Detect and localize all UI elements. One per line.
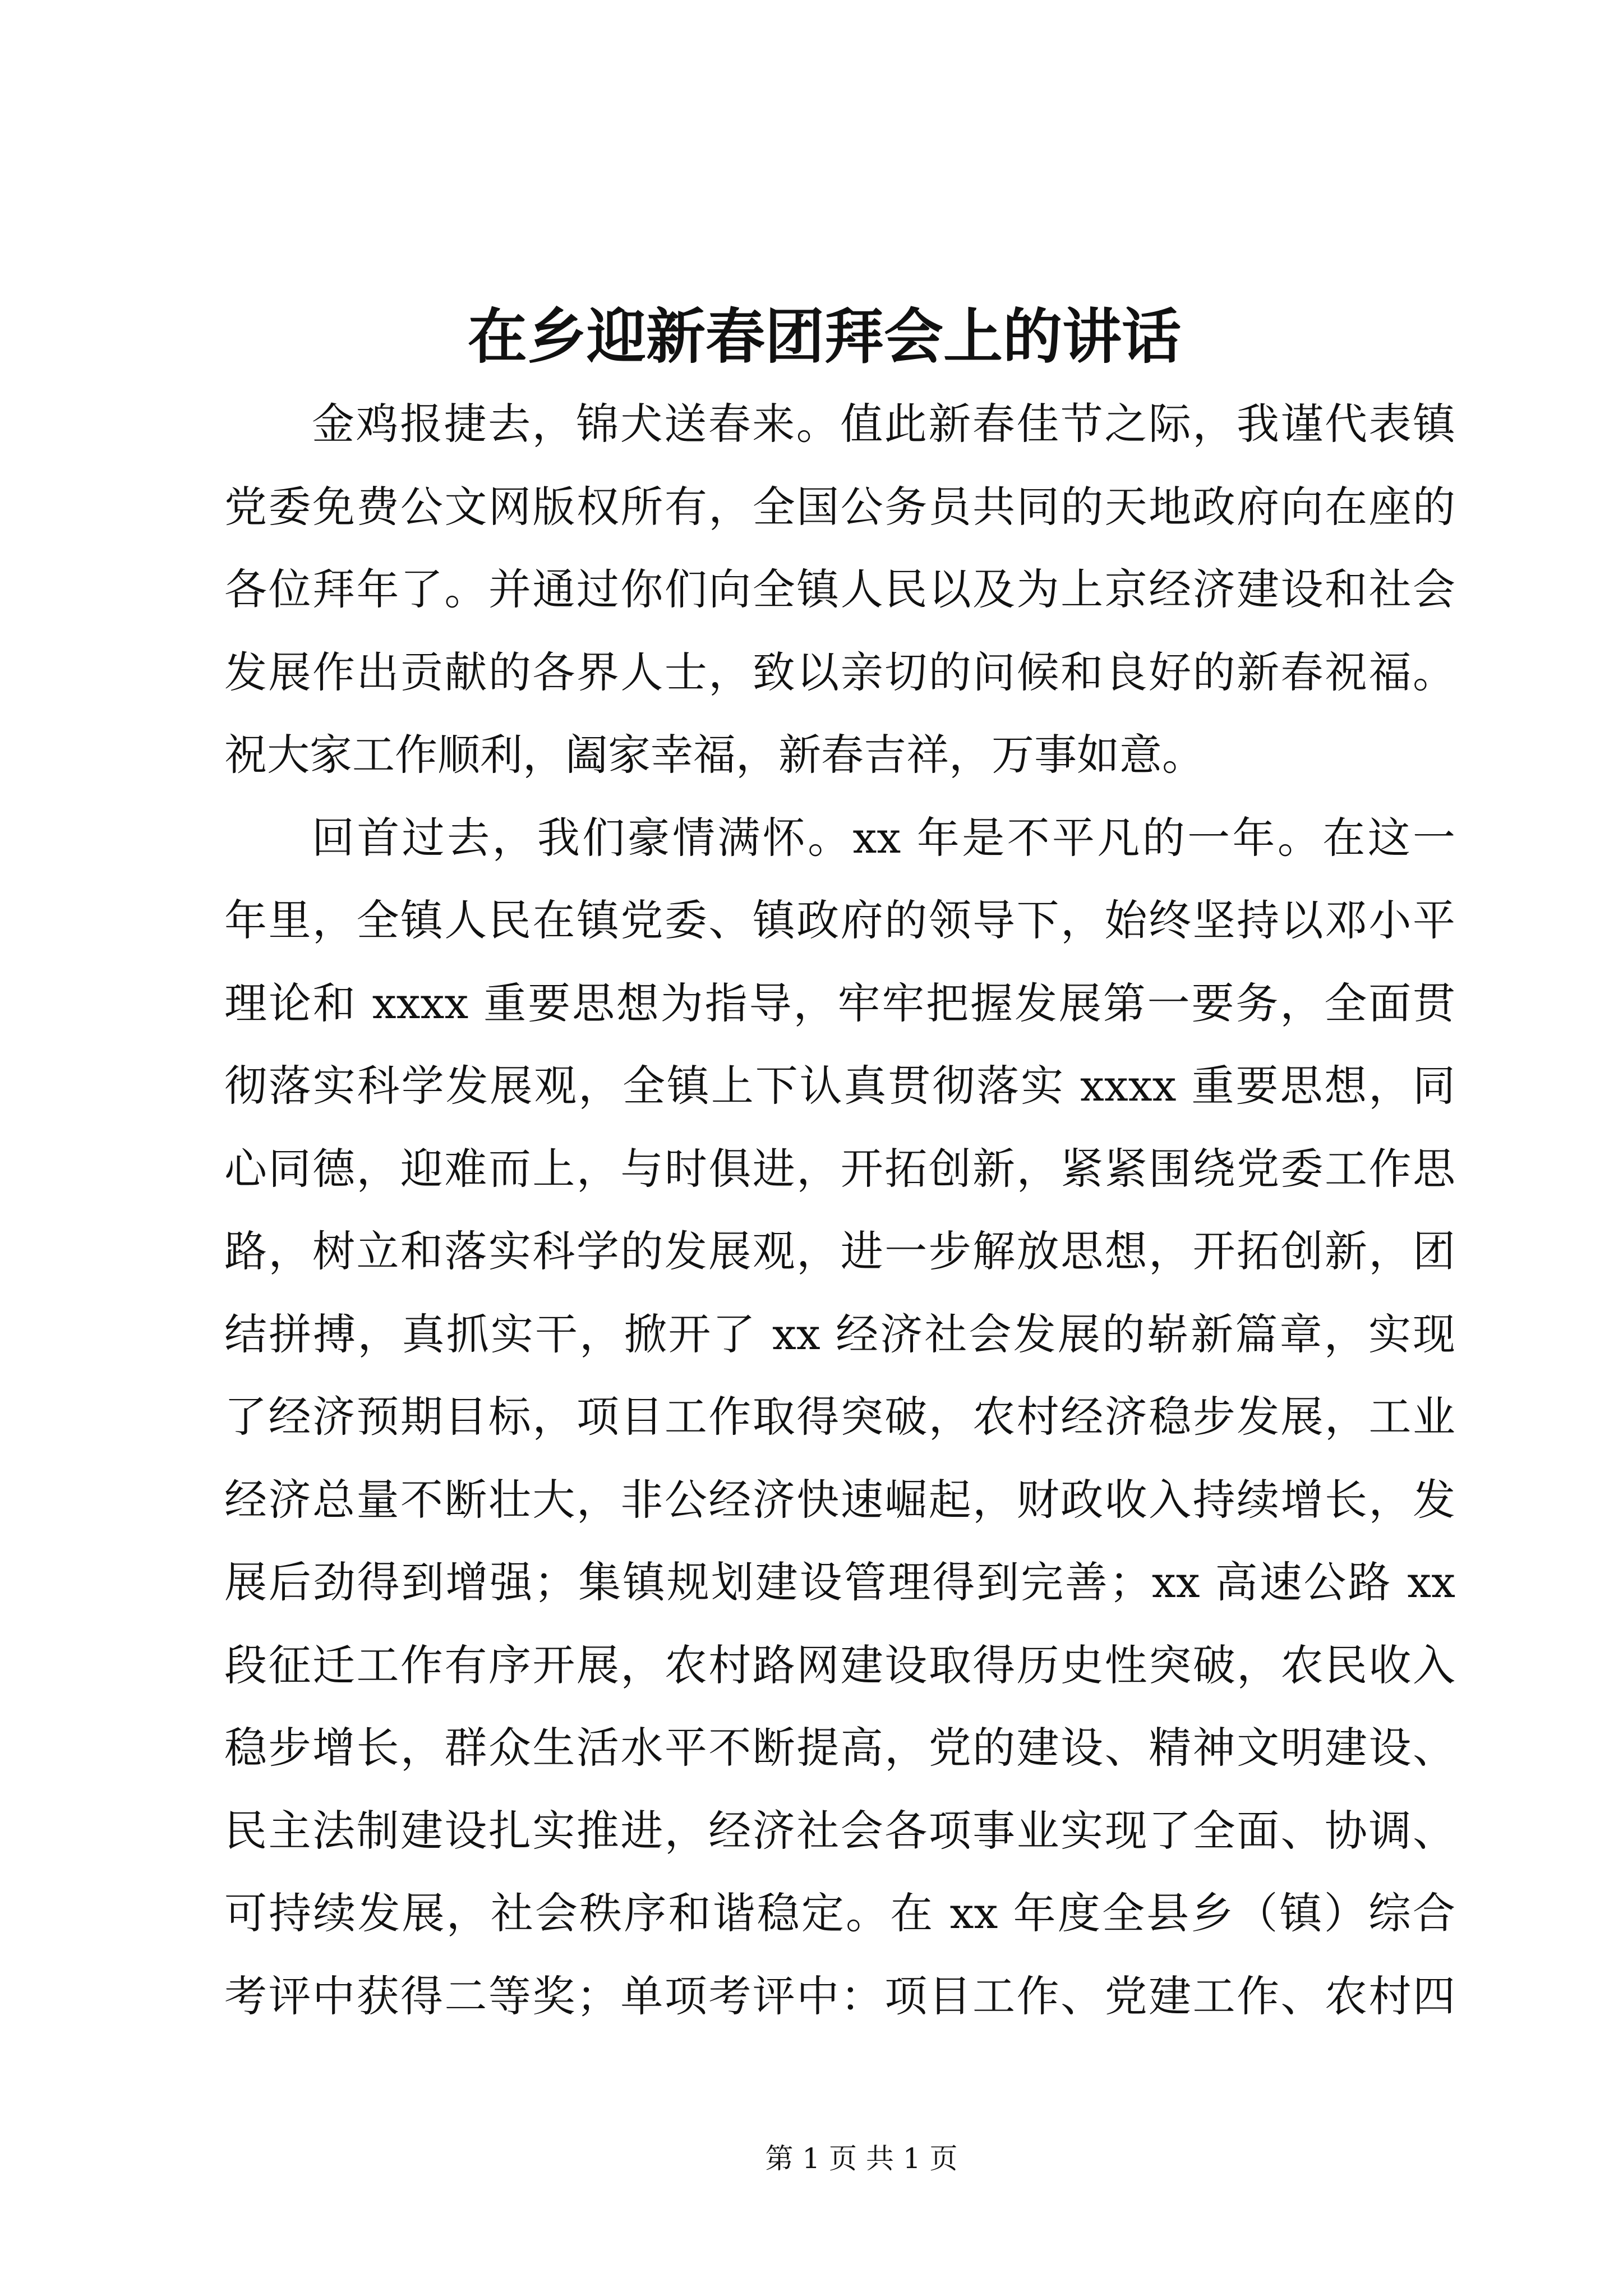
body-line: 发展作出贡献的各界人士，致以亲切的问候和良好的新春祝福。 bbox=[224, 647, 1455, 697]
body-line: 心同德，迎难而上，与时俱进，开拓创新，紧紧围绕党委工作思 bbox=[224, 1143, 1455, 1194]
body-line: 回首过去，我们豪情满怀。xx 年是不平凡的一年。在这一 bbox=[312, 812, 1455, 863]
document-title: 在乡迎新春团拜会上的讲话 bbox=[468, 301, 1181, 371]
body-line: 可持续发展，社会秩序和谐稳定。在 xx 年度全县乡（镇）综合 bbox=[224, 1888, 1455, 1938]
body-line: 展后劲得到增强；集镇规划建设管理得到完善；xx 高速公路 xx bbox=[224, 1557, 1455, 1607]
body-line: 各位拜年了。并通过你们向全镇人民以及为上京经济建设和社会 bbox=[224, 564, 1455, 614]
page-number-footer: 第 1 页 共 1 页 bbox=[765, 2142, 958, 2175]
body-line: 路，树立和落实科学的发展观，进一步解放思想，开拓创新，团 bbox=[224, 1226, 1455, 1276]
paragraph-2 bbox=[224, 797, 1455, 2038]
body-line: 民主法制建设扎实推进，经济社会各项事业实现了全面、协调、 bbox=[224, 1805, 1455, 1856]
paragraph-1 bbox=[224, 383, 1455, 797]
body-line: 年里，全镇人民在镇党委、镇政府的领导下，始终坚持以邓小平 bbox=[224, 895, 1455, 945]
body-line: 考评中获得二等奖；单项考评中：项目工作、党建工作、农村四 bbox=[224, 1971, 1455, 2021]
body-line: 段征迁工作有序开展，农村路网建设取得历史性突破，农民收入 bbox=[224, 1640, 1455, 1690]
body-line: 结拼搏，真抓实干，掀开了 xx 经济社会发展的崭新篇章，实现 bbox=[224, 1309, 1455, 1359]
body-line: 理论和 xxxx 重要思想为指导，牢牢把握发展第一要务，全面贯 bbox=[224, 978, 1455, 1028]
body-line: 经济总量不断壮大，非公经济快速崛起，财政收入持续增长，发 bbox=[224, 1474, 1455, 1525]
body-line: 稳步增长，群众生活水平不断提高，党的建设、精神文明建设、 bbox=[224, 1723, 1455, 1773]
body-line: 金鸡报捷去，锦犬送春来。值此新春佳节之际，我谨代表镇 bbox=[312, 399, 1455, 449]
document-body bbox=[224, 383, 1455, 2037]
body-line: 祝大家工作顺利，阖家幸福，新春吉祥，万事如意。 bbox=[224, 730, 1205, 780]
body-line: 了经济预期目标，项目工作取得突破，农村经济稳步发展，工业 bbox=[224, 1392, 1455, 1442]
body-line: 党委免费公文网版权所有，全国公务员共同的天地政府向在座的 bbox=[224, 481, 1455, 532]
body-line: 彻落实科学发展观，全镇上下认真贯彻落实 xxxx 重要思想，同 bbox=[224, 1061, 1455, 1111]
